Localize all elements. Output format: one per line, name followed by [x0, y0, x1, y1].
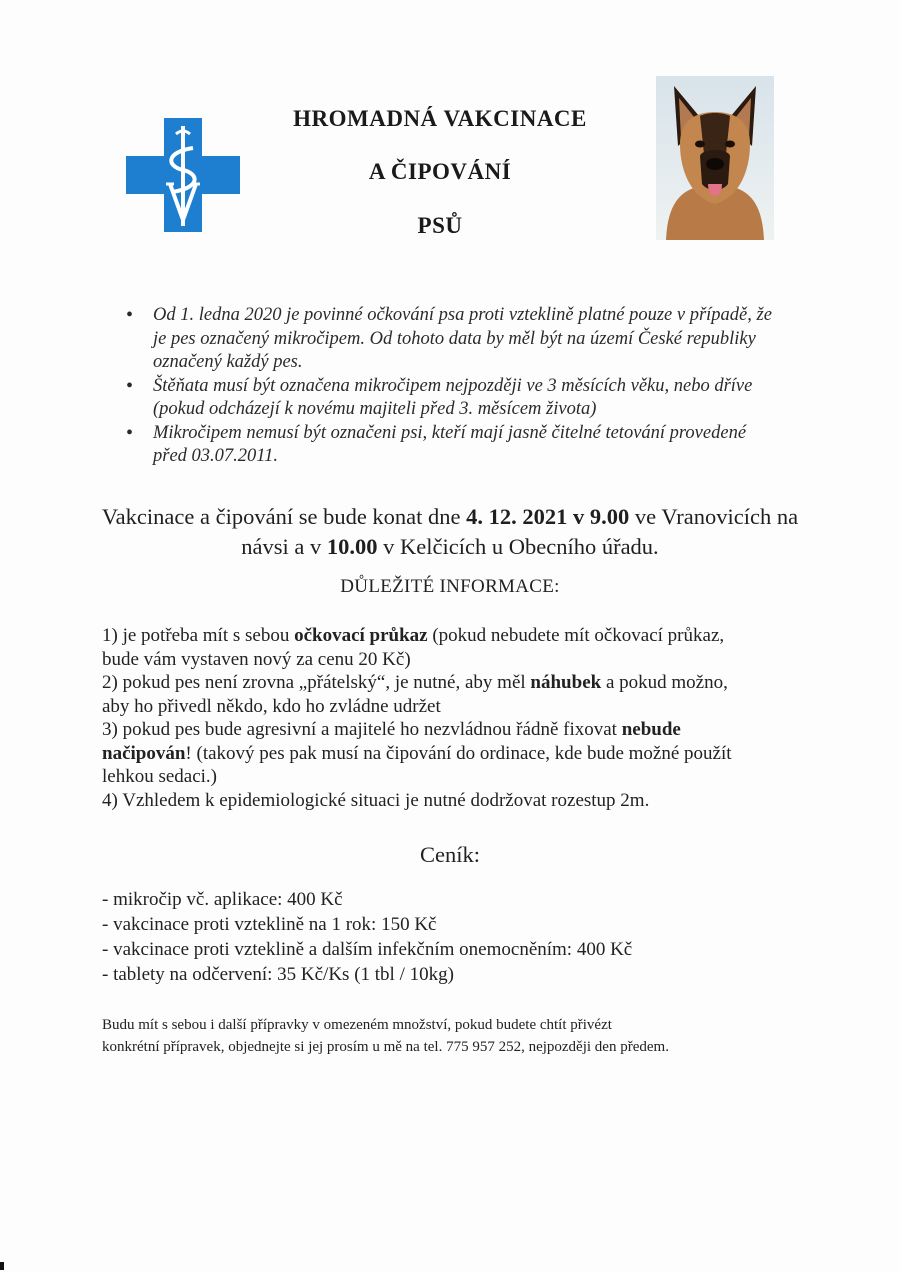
title-line-2: A ČIPOVÁNÍ — [368, 159, 512, 184]
event-date: 4. 12. 2021 v 9.00 — [466, 504, 630, 529]
info-bold: nebude načipován — [102, 719, 681, 764]
list-item: • Mikročipem nemusí být označeni psi, kteří mají jasně čitelné tetování provedené před 03.07.2011. — [122, 422, 782, 469]
list-item: • Štěňata musí být označena mikročipem nejpozději ve 3 měsících věku, nebo dříve (pokud odcházejí k novému majiteli před 3. měsícem života) — [122, 375, 782, 422]
price-item: - vakcinace proti vzteklině na 1 rok: 150 Kč — [102, 914, 437, 935]
price-list — [102, 887, 752, 987]
event-time-2: 10.00 — [326, 534, 378, 559]
price-item: - tablety na odčervení: 35 Kč/Ks (1 tbl / 10kg) — [102, 964, 454, 985]
announcement-text: Vakcinace a čipování se bude konat dne — [101, 504, 467, 529]
footnote-line: konkrétní přípravek, objednejte si jej prosím u mě na tel. 775 957 252, nejpozději den předem. — [102, 1039, 669, 1055]
info-item-2 — [102, 671, 752, 718]
important-info-list — [102, 624, 752, 812]
price-list-heading: Ceník: — [420, 842, 480, 867]
event-announcement — [100, 502, 800, 562]
info-text: 3) pokud pes bude agresivní a majitelé ho nezvládnou řádně fixovat — [102, 719, 622, 740]
info-bold: náhubek — [530, 672, 602, 693]
info-text: a pokud možno, aby ho přivedl někdo, kdo ho zvládne udržet — [102, 672, 728, 717]
list-item: • Od 1. ledna 2020 je povinné očkování psa proti vzteklině platné pouze v případě, že je pes označený mikročipem. Od tohoto data by měl být na území České republiky označený každý pes. — [122, 304, 782, 375]
info-item-4: 4) Vzhledem k epidemiologické situaci je nutné dodržovat rozestup 2m. — [102, 789, 650, 811]
info-bold: očkovací průkaz — [294, 625, 428, 646]
footnote — [102, 1014, 802, 1058]
price-item: - mikročip vč. aplikace: 400 Kč — [102, 889, 343, 910]
info-text: (pokud nebudete mít očkovací průkaz, bude vám vystaven nový za cenu 20 Kč) — [102, 625, 725, 670]
chip-rules-list — [122, 304, 782, 469]
german-shepherd-dog-photo — [656, 76, 774, 240]
announcement-text: v Kelčicích u Obecního úřadu. — [377, 534, 659, 559]
footnote-line: Budu mít s sebou i další přípravky v omezeném množství, pokud budete chtít přivézt — [102, 1017, 612, 1033]
info-text: 1) je potřeba mít s sebou — [102, 625, 295, 646]
scan-edge-mark — [0, 1262, 4, 1270]
veterinary-cross-caduceus-icon — [126, 118, 240, 232]
title-line-3: PSŮ — [417, 213, 463, 238]
announcement-text: ve Vranovicích na návsi a v — [241, 504, 799, 559]
important-info-heading: DŮLEŽITÉ INFORMACE: — [340, 576, 560, 597]
info-text: 2) pokud pes není zrovna „přátelský“, je nutné, aby měl — [102, 672, 531, 693]
title-line-1: HROMADNÁ VAKCINACE — [293, 106, 587, 131]
info-item-1 — [102, 624, 752, 671]
price-item: - vakcinace proti vzteklině a dalším infekčním onemocněním: 400 Kč — [102, 939, 633, 960]
info-text: ! (takový pes pak musí na čipování do ordinace, kde bude možné použít lehkou sedaci.) — [102, 742, 732, 787]
info-item-3 — [102, 718, 752, 789]
